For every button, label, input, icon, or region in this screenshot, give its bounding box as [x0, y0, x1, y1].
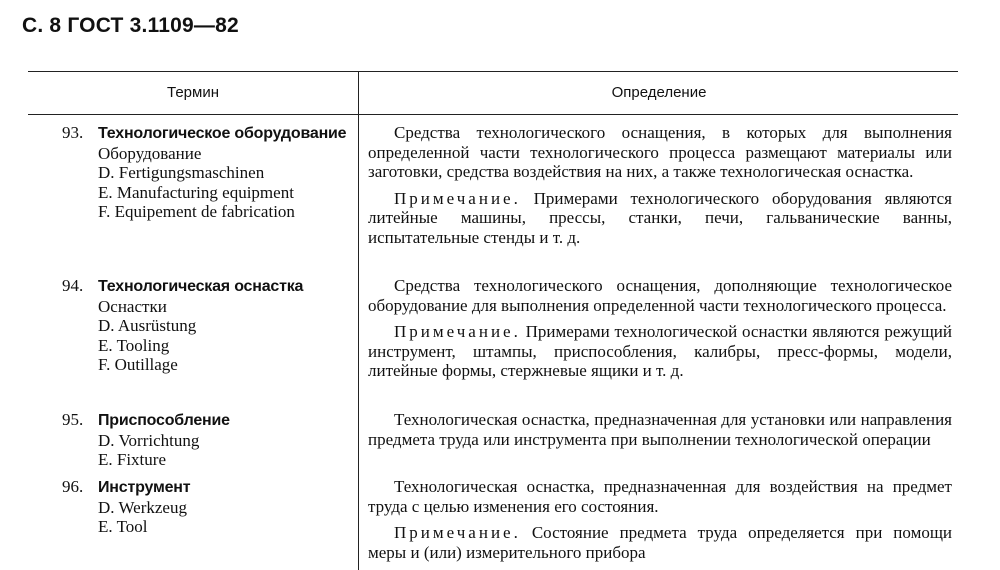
term-synonym: Оснастки — [98, 296, 167, 316]
term-name: Приспособление — [98, 412, 230, 429]
term-95 — [62, 410, 354, 470]
term-english: E. Tool — [98, 517, 148, 536]
term-french: F. Equipement de fabrication — [98, 202, 295, 221]
definition-text: Средства технологического оснащения, дополняющие технологическое оборудование для выполнения определенной части технологического процесса. — [368, 276, 952, 315]
note-text: Состояние предмета труда определяется при помощи меры и (или) измерительного прибора — [368, 523, 953, 562]
page-header: С. 8 ГОСТ 3.1109—82 — [22, 14, 239, 37]
term-german: D. Fertigungsmaschinen — [98, 163, 265, 182]
term-german: D. Vorrichtung — [98, 430, 200, 450]
definition-94 — [368, 276, 952, 381]
definition-text: Средства технологического оснащения, в которых для выполнения определенной части технологического процесса размещают материалы или заготовки, средства воздействия на них, а также технологическая оснастка. — [368, 123, 952, 182]
term-german: D. Ausrüstung — [98, 316, 197, 335]
note-text: Примерами технологического оборудования являются литейные машины, прессы, станки, печи, гальванические ванны, испытательные стенды и т. д. — [368, 188, 952, 247]
column-header-definition: Определение — [611, 84, 707, 101]
term-93 — [62, 123, 354, 222]
term-number: 96. — [62, 477, 84, 496]
term-english: E. Fixture — [98, 450, 166, 469]
term-name: Технологическая оснастка — [98, 278, 304, 295]
table-header-rule — [28, 114, 958, 115]
term-number: 93. — [62, 123, 84, 142]
term-name: Инструмент — [98, 479, 191, 496]
term-94 — [62, 276, 354, 375]
term-name: Технологическое оборудование — [98, 125, 347, 142]
table-top-rule — [28, 71, 958, 72]
column-header-term: Термин — [167, 84, 219, 101]
definition-95 — [368, 410, 952, 449]
definition-text: Технологическая оснастка, предназначенная для установки или направления предмета труда или инструмента при выполнении технологической операции — [368, 410, 952, 449]
note-text: Примерами технологической оснастки являются режущий инструмент, штампы, приспособления, калибры, пресс-формы, модели, литейные формы, стержневые ящики и т. д. — [368, 322, 952, 381]
note-label: Примечание. — [394, 523, 521, 543]
definition-text: Технологическая оснастка, предназначенная для воздействия на предмет труда с целью изменения его состояния. — [368, 477, 952, 516]
term-96 — [62, 477, 354, 537]
term-french: F. Outillage — [98, 355, 178, 374]
definition-96 — [368, 477, 952, 562]
definition-note — [368, 523, 952, 562]
definition-note — [368, 322, 952, 381]
term-german: D. Werkzeug — [98, 497, 187, 517]
term-english: E. Tooling — [98, 335, 170, 355]
definition-93 — [368, 123, 952, 248]
definition-note — [368, 189, 952, 248]
column-divider — [358, 71, 359, 570]
term-synonym: Оборудование — [98, 143, 202, 163]
note-label: Примечание. — [394, 188, 521, 208]
note-label: Примечание. — [394, 322, 521, 342]
term-english: E. Manufacturing equipment — [98, 182, 294, 202]
term-number: 95. — [62, 410, 84, 429]
term-number: 94. — [62, 276, 84, 295]
